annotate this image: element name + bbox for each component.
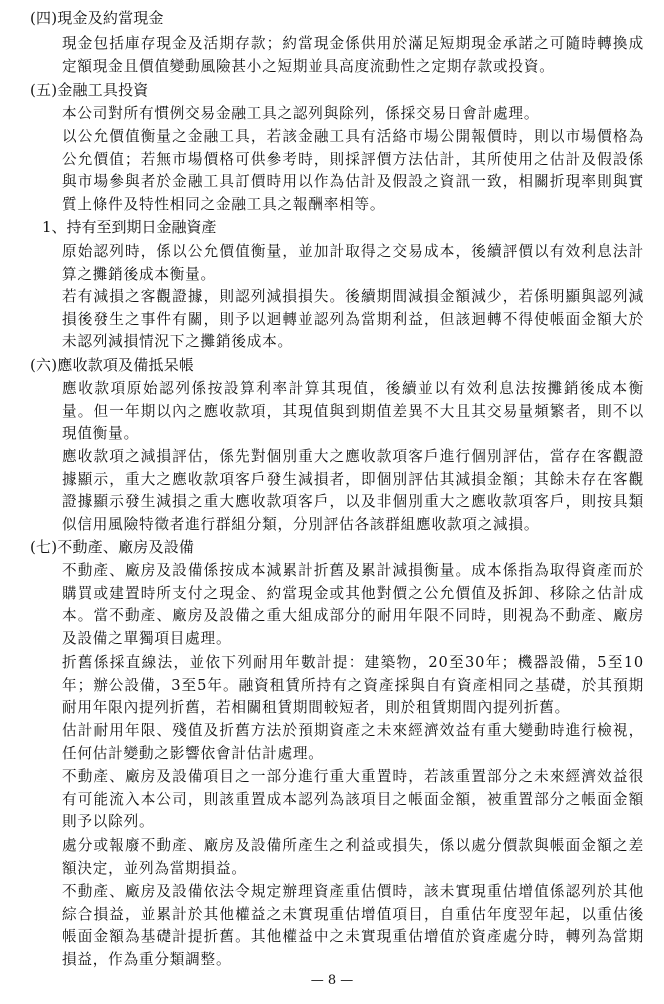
section-heading-cash: (四)現金及約當現金 (30, 9, 164, 27)
paragraph-htm-impairment: 若有減損之客觀證據，則認列減損損失。後續期間減損金額減少，若係明顯與認列減損後發生之事件有關，則予以迴轉並認列為當期利益，但該迴轉不得使帳面金額大於未認列減損情況下之攤銷後成本。 (62, 288, 644, 351)
paragraph-htm-initial: 原始認列時，係以公允價值衡量，並加計取得之交易成本，後續評價以有效利息法計算之攤銷後成本衡量。 (62, 243, 644, 283)
paragraph-receivables-initial: 應收款項原始認列係按設算利率計算其現值，後續並以有效利息法按攤銷後成本衡量。但一年期以內之應收款項，其現值與到期值差異不大且其交易量頻繁者，則不以現值衡量。 (62, 380, 644, 443)
paragraph-ppe-review: 估計耐用年限、殘值及折舊方法於預期資產之未來經濟效益有重大變動時進行檢視，任何估計變動之影響依會計估計處理。 (62, 722, 644, 762)
paragraph-ppe-measurement: 不動產、廠房及設備係按成本減累計折舊及累計減損衡量。成本係指為取得資產而於購買或建置時所支付之現金、約當現金或其他對價之公允價值及拆卸、移除之估計成本。當不動產、廠房及設備之重大組成部分的耐用年限不同時，則視為不動產、廠房及設備之單獨項目處理。 (62, 562, 644, 647)
paragraph-investments-fair-value: 以公允價值衡量之金融工具，若該金融工具有活絡市場公開報價時，則以市場價格為公允價值；若無市場價格可供參考時，則採評價方法估計，其所使用之估計及假設係與市場參與者於金融工具訂價時用以作為估計及假設之資訊一致，相關折現率則與實質上條件及特性相同之金融工具之報酬率相等。 (62, 128, 644, 213)
page-number: — 8 — (310, 973, 354, 988)
paragraph-investments-recognition: 本公司對所有慣例交易金融工具之認列與除列，係採交易日會計處理。 (62, 105, 540, 122)
section-heading-receivables: (六)應收款項及備抵呆帳 (30, 356, 195, 374)
subsection-heading-held-to-maturity: 1、持有至到期日金融資產 (42, 218, 217, 236)
paragraph-cash-definition: 現金包括庫存現金及活期存款；約當現金係供用於滿足短期現金承諾之可隨時轉換成定額現金且價值變動風險甚小之短期並具高度流動性之定期存款或投資。 (62, 35, 644, 75)
paragraph-ppe-replacement: 不動產、廠房及設備項目之一部分進行重大重置時，若該重置部分之未來經濟效益很有可能流入本公司，則該重置成本認列為該項目之帳面金額，被重置部分之帳面金額則予以除列。 (62, 768, 644, 831)
paragraph-ppe-depreciation: 折舊係採直線法，並依下列耐用年數計提：建築物，20至30年；機器設備，5至10年；辦公設備，3至5年。融資租賃所持有之資產採與自有資產相同之基礎，於其預期耐用年限內提列折舊，若相關租賃期間較短者，則於租賃期間內提列折舊。 (62, 654, 644, 717)
paragraph-receivables-impairment: 應收款項之減損評估，係先對個別重大之應收款項客戶進行個別評估，當存在客觀證據顯示，重大之應收款項客戶發生減損者，即個別評估其減損金額；其餘未存在客觀證據顯示發生減損之重大應收款項客戶，以及非個別重大之應收款項客戶，則按具類似信用風險特徵者進行群組分類，分別評估各該群組應收款項之減損。 (62, 448, 644, 533)
paragraph-ppe-disposal: 處分或報廢不動產、廠房及設備所產生之利益或損失，係以處分價款與帳面金額之差額決定，並列為當期損益。 (62, 837, 644, 877)
paragraph-ppe-revaluation: 不動產、廠房及設備依法令規定辦理資產重估價時，該未實現重估增值係認列於其他綜合損益，並累計於其他權益之未實現重估增值項目，自重估年度翌年起，以重估後帳面金額為基礎計提折舊。其他權益中之未實現重估增值於資產處分時，轉列為當期損益，作為重分類調整。 (62, 883, 644, 968)
section-heading-ppe: (七)不動產、廠房及設備 (30, 538, 195, 556)
section-heading-investments: (五)金融工具投資 (30, 81, 149, 99)
